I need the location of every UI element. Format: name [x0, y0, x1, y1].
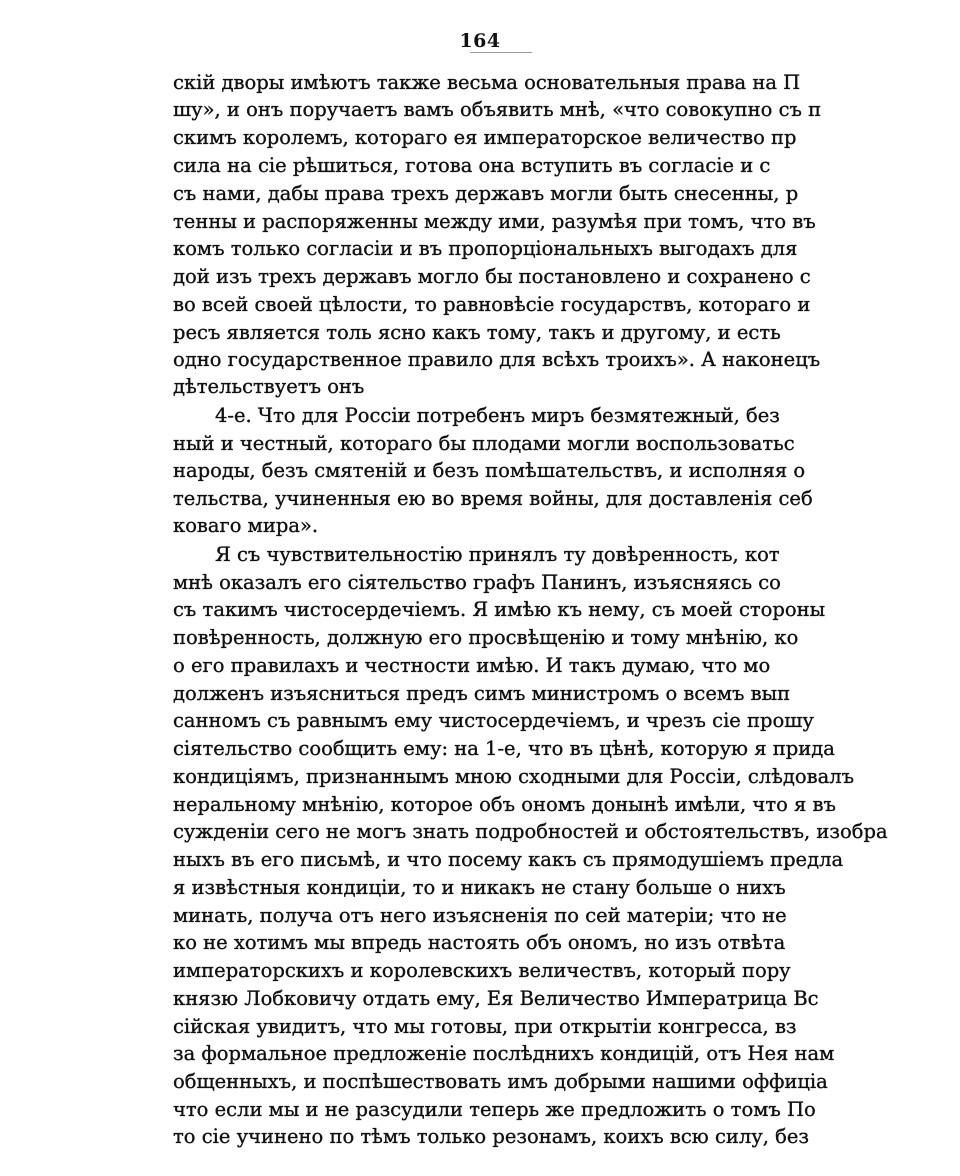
text-line: ресъ является толь ясно какъ тому, такъ и другому, и есть — [173, 321, 781, 344]
text-line: санномъ съ равнымъ ему чистосердечіемъ, и чрезъ сіе прошу — [173, 709, 814, 732]
text-line: скимъ королемъ, котораго ея императорское величество пр — [173, 126, 797, 149]
text-line: сійская увидитъ, что мы готовы, при открытіи конгресса, вз — [173, 1015, 797, 1038]
text-line: во всей своей цѣлости, то равновѣсіе государствъ, котораго и — [173, 293, 811, 316]
text-line: дѣтельствуетъ онъ — [173, 375, 365, 398]
text-line: ко не хотимъ мы впредь настоять объ ономъ, но изъ отвѣта — [173, 931, 786, 954]
text-line: скій дворы имѣютъ также весьма основательныя права на П — [173, 71, 801, 94]
text-line: сіятельство сообщить ему: на 1-е, что въ цѣнѣ, которую я прида — [173, 737, 835, 760]
text-line: я извѣстныя кондиціи, то и никакъ не стану больше о нихъ — [173, 876, 786, 899]
text-line: ныхъ въ его письмѣ, и что посему какъ съ прямодушіемъ предла — [173, 848, 844, 871]
text-line: комъ только согласіи и въ пропорціональныхъ выгодахъ для — [173, 237, 798, 260]
text-line: кондиціямъ, признаннымъ мною сходными для Россіи, слѣдовалъ — [173, 765, 855, 788]
text-line: тенны и распоряженны между ими, разумѣя при томъ, что въ — [173, 210, 816, 233]
text-line: одно государственное правило для всѣхъ троихъ». А наконецъ — [173, 348, 821, 371]
text-line: повѣренность, должную его просвѣщенію и тому мнѣнію, ко — [173, 626, 799, 649]
text-line: дой изъ трехъ державъ могло бы постановлено и сохранено с — [173, 265, 811, 288]
text-line: общенныхъ, и поспѣшествовать имъ добрыми нашими оффиціа — [173, 1070, 828, 1093]
text-line: сила на сіе рѣшиться, готова она вступить въ согласіе и с — [173, 154, 771, 177]
text-line: то сіе учинено по тѣмъ только резонамъ, коихъ всю силу, без — [173, 1125, 810, 1148]
text-line: ный и честный, котораго бы плодами могли воспользоватьс — [173, 432, 795, 455]
text-line: 4-е. Что для Россіи потребенъ миръ безмятежный, без — [215, 404, 780, 427]
text-line: шу», и онъ поручаетъ вамъ объявить мнѣ, «что совокупно съ п — [173, 98, 822, 121]
text-line: императорскихъ и королевскихъ величествъ, который пору — [173, 959, 791, 982]
text-line: князю Лобковичу отдать ему, Ея Величество Императрица Вс — [173, 987, 819, 1010]
text-line: Я съ чувствительностію принялъ ту довѣренность, кот — [215, 543, 780, 566]
text-line: тельства, учиненныя ею во время войны, для доставленія себ — [173, 487, 813, 510]
text-line: народы, безъ смятеній и безъ помѣшательствъ, и исполняя о — [173, 459, 806, 482]
text-line: о его правилахъ и честности имѣю. И такъ думаю, что мо — [173, 654, 771, 677]
page-number-rule — [470, 52, 532, 53]
text-line: сужденіи сего не могъ знать подробностей и обстоятельствъ, изобра — [173, 820, 888, 843]
text-line: что если мы и не разсудили теперь же предложить о томъ По — [173, 1098, 816, 1121]
text-line: коваго мира». — [173, 514, 319, 537]
text-line: мнѣ оказалъ его сіятельство графъ Панинъ, изъясняясь со — [173, 571, 781, 594]
text-line: долженъ изъясниться предъ симъ министромъ о всемъ вып — [173, 682, 791, 705]
text-line: за формальное предложеніе послѣднихъ кондицій, отъ Нея нам — [173, 1042, 835, 1065]
page-number: 164 — [459, 30, 501, 52]
body-text — [0, 70, 888, 1150]
text-line: съ нами, дабы права трехъ державъ могли быть снесенны, р — [173, 182, 799, 205]
text-line: неральному мнѣнію, которое объ ономъ донынѣ имѣли, что я въ — [173, 793, 836, 816]
text-line: минать, получа отъ него изъясненія по сей матеріи; что не — [173, 904, 787, 927]
text-line: съ такимъ чистосердечіемъ. Я имѣю къ нему, съ моей стороны — [173, 598, 826, 621]
